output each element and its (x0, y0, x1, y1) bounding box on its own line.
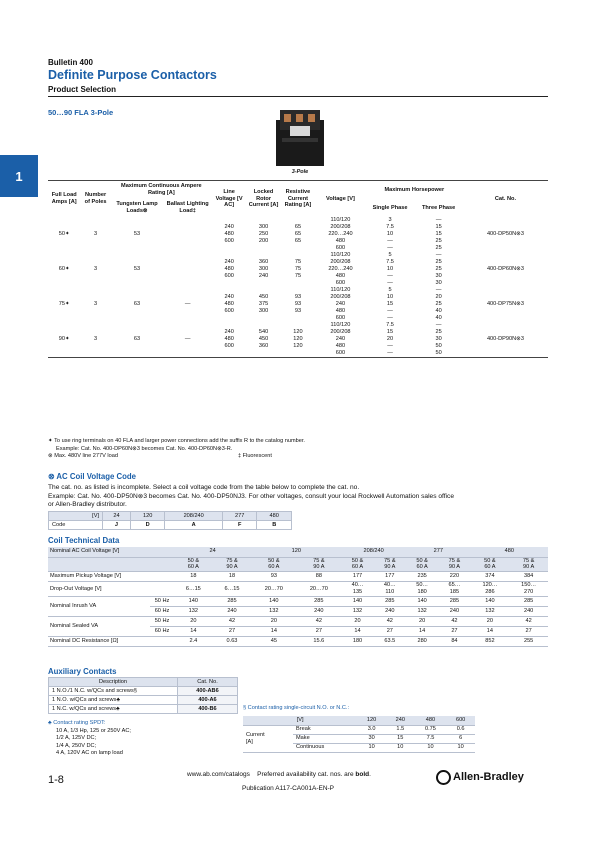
voltage-cell: 480 (335, 272, 346, 279)
three-phase-cell: 30 (435, 279, 442, 286)
voltage-cell: 200/208 (330, 293, 351, 300)
single-phase-cell: 7.5 (386, 321, 394, 328)
three-phase-cell: 15 (435, 230, 442, 237)
contact-rating-value: 10 (446, 743, 475, 752)
ballast-cell: — (184, 300, 191, 307)
header-ballast: Ballast Lighting Load‡ (166, 201, 209, 214)
header-single-phase: Single Phase (372, 204, 408, 211)
three-phase-cell: 30 (435, 335, 442, 342)
aux-note (48, 720, 131, 758)
coil-tech-value: 20 (406, 617, 438, 627)
coil-code-letter: A (165, 521, 223, 530)
coil-tech-subhead: 50 & 60 A (471, 557, 510, 572)
poles-cell: 3 (93, 300, 98, 307)
aux-desc: 1 N.O./1 N.C. w/QCs and screws§ (49, 687, 178, 696)
contact-rating-v-label: [V] (243, 716, 357, 725)
cat-no-cell[interactable]: 400-DP60N⊗3 (486, 265, 524, 272)
coil-tech-row-label: Drop-Out Voltage [V] (48, 582, 174, 597)
coil-tech-subhead: 75 & 90 A (296, 557, 341, 572)
coil-tech-value: 6…15 (174, 582, 213, 597)
aux-note-head: ♣ Contact rating SPDT: (48, 720, 106, 726)
voltage-cell: 240 (335, 335, 346, 342)
coil-tech-value: 42 (438, 617, 470, 627)
footer-publication: Publication A117-CA001A-EN-P (242, 785, 335, 792)
contact-rating-table (243, 716, 475, 753)
coil-tech-subhead: 75 & 90 A (374, 557, 406, 572)
table-row (48, 637, 548, 647)
coil-tech-value: 374 (471, 572, 510, 582)
header-locked-rotor: Locked Rotor Current [A] (248, 188, 279, 209)
tungsten-cell: 53 (133, 265, 141, 272)
contact-rating-value: 10 (415, 743, 447, 752)
coil-tech-value: 140 (471, 597, 510, 607)
aux-heading: Auxiliary Contacts (48, 667, 117, 676)
poles-cell: 3 (93, 230, 98, 237)
voltage-cell: 220…240 (328, 265, 353, 272)
contact-rating-type: Make (293, 734, 357, 743)
contactor-product-image (270, 104, 330, 168)
header-voltage: Voltage [V] (326, 195, 355, 202)
coil-tech-value: 14 (174, 627, 213, 637)
product-selection-table (48, 181, 548, 357)
three-phase-cell: 25 (435, 244, 442, 251)
footnote-max-line: ⊗ Max. 480V line 277V load (48, 453, 118, 460)
aux-cat-no[interactable]: 400-B6 (178, 705, 238, 714)
voltage-cell: 110/120 (330, 286, 351, 293)
footnote-example: Example: Cat. No. 400-DP60N⊗3 becomes Cat. No. 400-DP60N⊗3-R. (56, 445, 233, 452)
coil-tech-value: 20 (251, 617, 296, 627)
coil-tech-value: 852 (471, 637, 510, 647)
single-phase-cell: 7.5 (386, 223, 394, 230)
footer-availability-bold: bold (355, 771, 370, 778)
header-fla: Full Load Amps [A] (51, 192, 77, 205)
single-phase-cell: 10 (386, 265, 394, 272)
table-row (49, 705, 238, 714)
coil-tech-value: 14 (251, 627, 296, 637)
header-resistive: Resistive Current Rating [A] (284, 188, 312, 209)
contact-rating-value: 10 (386, 743, 415, 752)
line-voltage-cell: 240 480 600 (224, 293, 234, 314)
coil-code-v-label: [V] (49, 512, 103, 521)
contact-rating-value: 1.5 (386, 725, 415, 734)
resistive-cell: 120 120 120 (293, 328, 303, 349)
voltage-cell: 110/120 (330, 321, 351, 328)
single-phase-cell: 5 (388, 251, 392, 258)
voltage-cell: 200/208 (330, 223, 351, 230)
brand-name: Allen-Bradley (453, 771, 524, 783)
three-phase-cell: — (435, 321, 442, 328)
three-phase-cell: 15 (435, 223, 442, 230)
tungsten-cell: 63 (133, 300, 141, 307)
coil-tech-value: 27 (374, 627, 406, 637)
resistive-cell: 65 65 65 (294, 223, 302, 244)
coil-tech-value: 140 (251, 597, 296, 607)
coil-tech-value: 235 (406, 572, 438, 582)
coil-tech-subhead: 50 & 60 A (341, 557, 373, 572)
voltage-cell: 600 (335, 349, 346, 356)
table-row (48, 217, 548, 224)
contact-rating-value: 15 (386, 734, 415, 743)
single-phase-cell: — (387, 237, 393, 244)
three-phase-cell: 25 (435, 300, 442, 307)
product-table-frame (48, 180, 548, 358)
cat-no-cell[interactable]: 400-DP75N⊗3 (486, 300, 524, 307)
footnotes (48, 438, 548, 461)
coil-tech-subhead: 75 & 90 A (213, 557, 252, 572)
coil-tech-subhead: 75 & 90 A (509, 557, 548, 572)
coil-tech-value: 150… 270 (509, 582, 548, 597)
three-phase-cell: 50 (435, 349, 442, 356)
coil-tech-value: 27 (509, 627, 548, 637)
poles-cell: 3 (93, 335, 98, 342)
table-row (48, 322, 548, 329)
coil-tech-value: 65… 185 (438, 582, 470, 597)
coil-tech-value: 240 (509, 607, 548, 617)
coil-tech-value: 285 (296, 597, 341, 607)
header-max-horsepower: Maximum Horsepower (384, 186, 445, 193)
coil-code-heading: ⊗ AC Coil Voltage Code (48, 472, 136, 481)
coil-code-voltage: 480 (257, 512, 292, 521)
tungsten-cell: 63 (133, 335, 141, 342)
coil-tech-hz: 50 Hz (150, 597, 174, 607)
single-phase-cell: — (387, 342, 393, 349)
coil-tech-value: 20…70 (296, 582, 341, 597)
coil-code-voltage: 208/240 (165, 512, 223, 521)
contact-rating-value: 7.5 (415, 734, 447, 743)
footer-availability: Preferred availability cat. nos. are (257, 771, 354, 778)
coil-code-letter: D (130, 521, 165, 530)
table-row (243, 725, 475, 734)
coil-tech-subhead: 50 & 60 A (174, 557, 213, 572)
three-phase-cell: 25 (435, 237, 442, 244)
coil-code-letter: J (103, 521, 131, 530)
single-phase-cell: — (387, 279, 393, 286)
coil-tech-value: 132 (251, 607, 296, 617)
footnote-ring-terminals: ✦ To use ring terminals on 40 FLA and larger power connections add the suffix R to the catalog number. (48, 438, 305, 444)
contact-rating-value: 0.75 (415, 725, 447, 734)
three-phase-cell: 50 (435, 342, 442, 349)
locked-rotor-cell: 360 300 240 (258, 258, 269, 279)
single-phase-cell: 15 (386, 328, 394, 335)
table-row (49, 687, 238, 696)
coil-tech-value: 120… 286 (471, 582, 510, 597)
voltage-cell: 220…240 (328, 230, 353, 237)
coil-tech-value: 240 (213, 607, 252, 617)
coil-tech-value: 14 (341, 627, 373, 637)
coil-tech-value: 132 (471, 607, 510, 617)
coil-tech-table (48, 547, 548, 647)
contact-rating-voltage: 480 (415, 716, 447, 725)
header-poles: Number of Poles (84, 192, 107, 205)
locked-rotor-cell: 540 450 360 (258, 328, 269, 349)
coil-code-code-label: Code (49, 521, 103, 530)
single-phase-cell: 15 (386, 300, 394, 307)
coil-tech-value: 132 (174, 607, 213, 617)
tungsten-cell: 53 (133, 230, 141, 237)
coil-tech-value: 2.4 (174, 637, 213, 647)
header-tungsten: Tungsten Lamp Loads⊗ (116, 201, 158, 214)
three-phase-cell: 25 (435, 328, 442, 335)
coil-tech-value: 180 (341, 637, 373, 647)
coil-tech-value: 132 (406, 607, 438, 617)
aux-header-desc: Description (49, 678, 178, 687)
coil-tech-value: 220 (438, 572, 470, 582)
contact-rating-voltage: 240 (386, 716, 415, 725)
contact-rating-current-label: Current [A] (243, 725, 293, 752)
coil-tech-voltage: 120 (251, 547, 341, 557)
single-phase-cell: — (387, 244, 393, 251)
coil-tech-row-label: Nominal Inrush VA (48, 597, 150, 617)
contact-rating-voltage: 120 (357, 716, 386, 725)
coil-code-text-1: The cat. no. as listed is incomplete. Select a coil voltage code from the table below to complete the cat. no. (48, 484, 360, 491)
coil-code-table (48, 511, 292, 530)
ballast-cell (163, 217, 212, 252)
three-phase-cell: 30 (435, 272, 442, 279)
single-phase-cell: 10 (386, 230, 394, 237)
locked-rotor-cell: 450 375 300 (258, 293, 269, 314)
single-phase-cell: 20 (386, 335, 394, 342)
line-voltage-cell: 240 480 600 (224, 328, 234, 349)
coil-code-voltage: 277 (222, 512, 257, 521)
contact-rating-value: 10 (357, 743, 386, 752)
resistive-cell: 93 93 93 (294, 293, 302, 314)
contact-rating-voltage: 600 (446, 716, 475, 725)
header-max-continuous: Maximum Continuous Ampere Rating [A] (121, 183, 202, 196)
coil-tech-row-label: Nominal Sealed VA (48, 617, 150, 637)
voltage-cell: 200/208 (330, 258, 351, 265)
coil-tech-value: 15.6 (296, 637, 341, 647)
voltage-cell: 480 (335, 237, 346, 244)
header-three-phase: Three Phase (421, 204, 456, 211)
three-phase-cell: 40 (435, 307, 442, 314)
fla-cell: 75✦ (58, 300, 70, 307)
coil-tech-hz: 60 Hz (150, 607, 174, 617)
coil-tech-row-label: Maximum Pickup Voltage [V] (48, 572, 174, 582)
aux-cat-no[interactable]: 400-AB6 (178, 687, 238, 696)
coil-tech-value: 50… 180 (406, 582, 438, 597)
single-phase-cell: 7.5 (386, 258, 394, 265)
voltage-cell: 480 (335, 307, 346, 314)
coil-tech-row-label: Nominal DC Resistance [Ω] (48, 637, 174, 647)
aux-desc: 1 N.C. w/QCs and screws♣ (49, 705, 178, 714)
page-title: Definite Purpose Contactors (48, 68, 217, 82)
coil-tech-voltage: 208/240 (341, 547, 406, 557)
coil-tech-value: 20 (341, 617, 373, 627)
contact-rating-value: 30 (357, 734, 386, 743)
coil-tech-value: 280 (406, 637, 438, 647)
coil-code-text (48, 484, 553, 510)
coil-tech-value: 20…70 (251, 582, 296, 597)
coil-tech-value: 42 (296, 617, 341, 627)
three-phase-cell: — (435, 251, 442, 258)
table-row (48, 617, 548, 627)
coil-tech-value: 140 (406, 597, 438, 607)
footer-line: www.ab.com/catalogs Preferred availability cat. nos. are bold. (187, 771, 371, 778)
contact-rating-heading: § Contact rating single-circuit N.O. or N.C.: (243, 705, 350, 711)
locked-rotor-cell: 300 250 200 (258, 223, 269, 244)
coil-tech-value: 88 (296, 572, 341, 582)
coil-tech-value: 27 (296, 627, 341, 637)
coil-tech-value: 384 (509, 572, 548, 582)
aux-desc: 1 N.O. w/QCs and screws♣ (49, 696, 178, 705)
ballast-cell (163, 252, 212, 287)
footer-url[interactable]: www.ab.com/catalogs (187, 771, 250, 778)
coil-code-letter: B (257, 521, 292, 530)
ballast-cell: — (184, 335, 191, 342)
contact-rating-value: 3.0 (357, 725, 386, 734)
coil-tech-value: 285 (213, 597, 252, 607)
coil-tech-value: 42 (509, 617, 548, 627)
coil-tech-value: 27 (213, 627, 252, 637)
header-cat-no: Cat. No. (494, 195, 517, 202)
fla-cell: 50✦ (58, 230, 70, 237)
coil-tech-value: 177 (374, 572, 406, 582)
coil-tech-value: 140 (341, 597, 373, 607)
coil-tech-value: 240 (438, 607, 470, 617)
coil-tech-value: 240 (374, 607, 406, 617)
aux-note-line: 1/4 A, 250V DC; (56, 742, 97, 749)
table-row (48, 287, 548, 294)
voltage-cell: 110/120 (330, 251, 351, 258)
voltage-cell: 110/120 (330, 217, 351, 223)
header-line-voltage: Line Voltage [V AC] (215, 188, 243, 209)
image-caption: 3-Pole (291, 169, 309, 175)
single-phase-cell: 5 (388, 286, 392, 293)
coil-tech-value: 93 (251, 572, 296, 582)
aux-header-cat: Cat. No. (178, 678, 238, 687)
voltage-cell: 600 (335, 314, 346, 321)
coil-tech-value: 20 (471, 617, 510, 627)
coil-tech-value: 0.63 (213, 637, 252, 647)
contact-rating-type: Continuous (293, 743, 357, 752)
coil-code-voltage: 24 (103, 512, 131, 521)
single-phase-cell: — (387, 307, 393, 314)
resistive-cell: 75 75 75 (294, 258, 302, 279)
cat-no-cell[interactable]: 400-DP50N⊗3 (486, 230, 524, 237)
coil-tech-value: 240 (296, 607, 341, 617)
coil-tech-value: 42 (213, 617, 252, 627)
coil-code-voltage: 120 (130, 512, 165, 521)
coil-tech-value: 132 (341, 607, 373, 617)
single-phase-cell: 3 (388, 217, 392, 223)
coil-tech-hz: 60 Hz (150, 627, 174, 637)
coil-tech-voltage: 277 (406, 547, 471, 557)
coil-tech-voltage: 480 (471, 547, 548, 557)
coil-tech-value: 84 (438, 637, 470, 647)
section-tab: 1 (0, 155, 38, 197)
aux-note-line: 1/2 A, 125V DC; (56, 735, 97, 742)
three-phase-cell: 40 (435, 314, 442, 321)
voltage-cell: 480 (335, 342, 346, 349)
coil-tech-value: 40… 110 (374, 582, 406, 597)
three-phase-cell: — (435, 217, 442, 223)
contact-rating-value: 0.6 (446, 725, 475, 734)
single-phase-cell: — (387, 272, 393, 279)
coil-tech-voltage: 24 (174, 547, 251, 557)
coil-tech-subhead: 50 & 60 A (251, 557, 296, 572)
footnote-fluorescent: ‡ Fluorescent (238, 453, 272, 460)
coil-tech-value: 18 (213, 572, 252, 582)
voltage-cell: 600 (335, 244, 346, 251)
line-voltage-cell: 240 480 600 (224, 258, 234, 279)
coil-tech-value: 177 (341, 572, 373, 582)
voltage-cell: 600 (335, 279, 346, 286)
aux-note-line: 4 A, 120V AC on lamp load (56, 750, 123, 757)
coil-tech-subhead: 75 & 90 A (438, 557, 470, 572)
voltage-cell: 200/208 (330, 328, 351, 335)
header-rule (48, 96, 548, 97)
coil-tech-value: 255 (509, 637, 548, 647)
table-row (48, 582, 548, 597)
fla-cell: 90✦ (58, 335, 70, 342)
three-phase-cell: 20 (435, 293, 442, 300)
table-row (49, 696, 238, 705)
fla-cell: 60✦ (58, 265, 70, 272)
cat-no-cell[interactable]: 400-DP90N⊗3 (486, 335, 524, 342)
coil-tech-value: 285 (509, 597, 548, 607)
single-phase-cell: — (387, 314, 393, 321)
contact-rating-value: 6 (446, 734, 475, 743)
voltage-cell: 240 (335, 300, 346, 307)
coil-tech-value: 285 (374, 597, 406, 607)
coil-code-text-3: or Allen-Bradley distributor. (48, 501, 127, 509)
coil-tech-nominal-label: Nominal AC Coil Voltage [V] (48, 547, 174, 557)
coil-tech-heading: Coil Technical Data (48, 536, 120, 545)
line-voltage-cell: 240 480 600 (224, 223, 234, 244)
three-phase-cell: 25 (435, 258, 442, 265)
coil-tech-value: 14 (471, 627, 510, 637)
page-subtitle: Product Selection (48, 85, 117, 94)
section-heading: 50…90 FLA 3-Pole (48, 108, 114, 117)
single-phase-cell: — (387, 349, 393, 356)
coil-tech-hz: 50 Hz (150, 617, 174, 627)
coil-tech-value: 63.5 (374, 637, 406, 647)
aux-contacts-table (48, 677, 238, 714)
aux-note-line: 10 A, 1/3 Hp, 125 or 250V AC; (56, 727, 131, 734)
single-phase-cell: 10 (386, 293, 394, 300)
coil-code-text-2: Example: Cat. No. 400-DP50N⊗3 becomes Cat. No. 400-DP50NJ3. For other voltages, consult your local Rockwell Automation sales office (48, 492, 454, 500)
coil-tech-value: 18 (174, 572, 213, 582)
allen-bradley-logo-icon (436, 770, 451, 785)
coil-code-letter: F (222, 521, 257, 530)
coil-tech-value: 14 (406, 627, 438, 637)
aux-cat-no[interactable]: 400-A6 (178, 696, 238, 705)
table-row (48, 597, 548, 607)
series-label: Bulletin 400 (48, 58, 93, 67)
poles-cell: 3 (93, 265, 98, 272)
three-phase-cell: — (435, 286, 442, 293)
coil-tech-value: 140 (174, 597, 213, 607)
coil-tech-value: 6…15 (213, 582, 252, 597)
coil-tech-value: 285 (438, 597, 470, 607)
table-row (48, 572, 548, 582)
coil-tech-value: 42 (374, 617, 406, 627)
coil-tech-value: 45 (251, 637, 296, 647)
coil-tech-value: 40… 135 (341, 582, 373, 597)
coil-tech-subhead: 50 & 60 A (406, 557, 438, 572)
three-phase-cell: 25 (435, 265, 442, 272)
contact-rating-type: Break (293, 725, 357, 734)
coil-tech-value: 20 (174, 617, 213, 627)
coil-tech-value: 27 (438, 627, 470, 637)
table-row (48, 252, 548, 259)
page-number: 1-8 (48, 774, 64, 786)
